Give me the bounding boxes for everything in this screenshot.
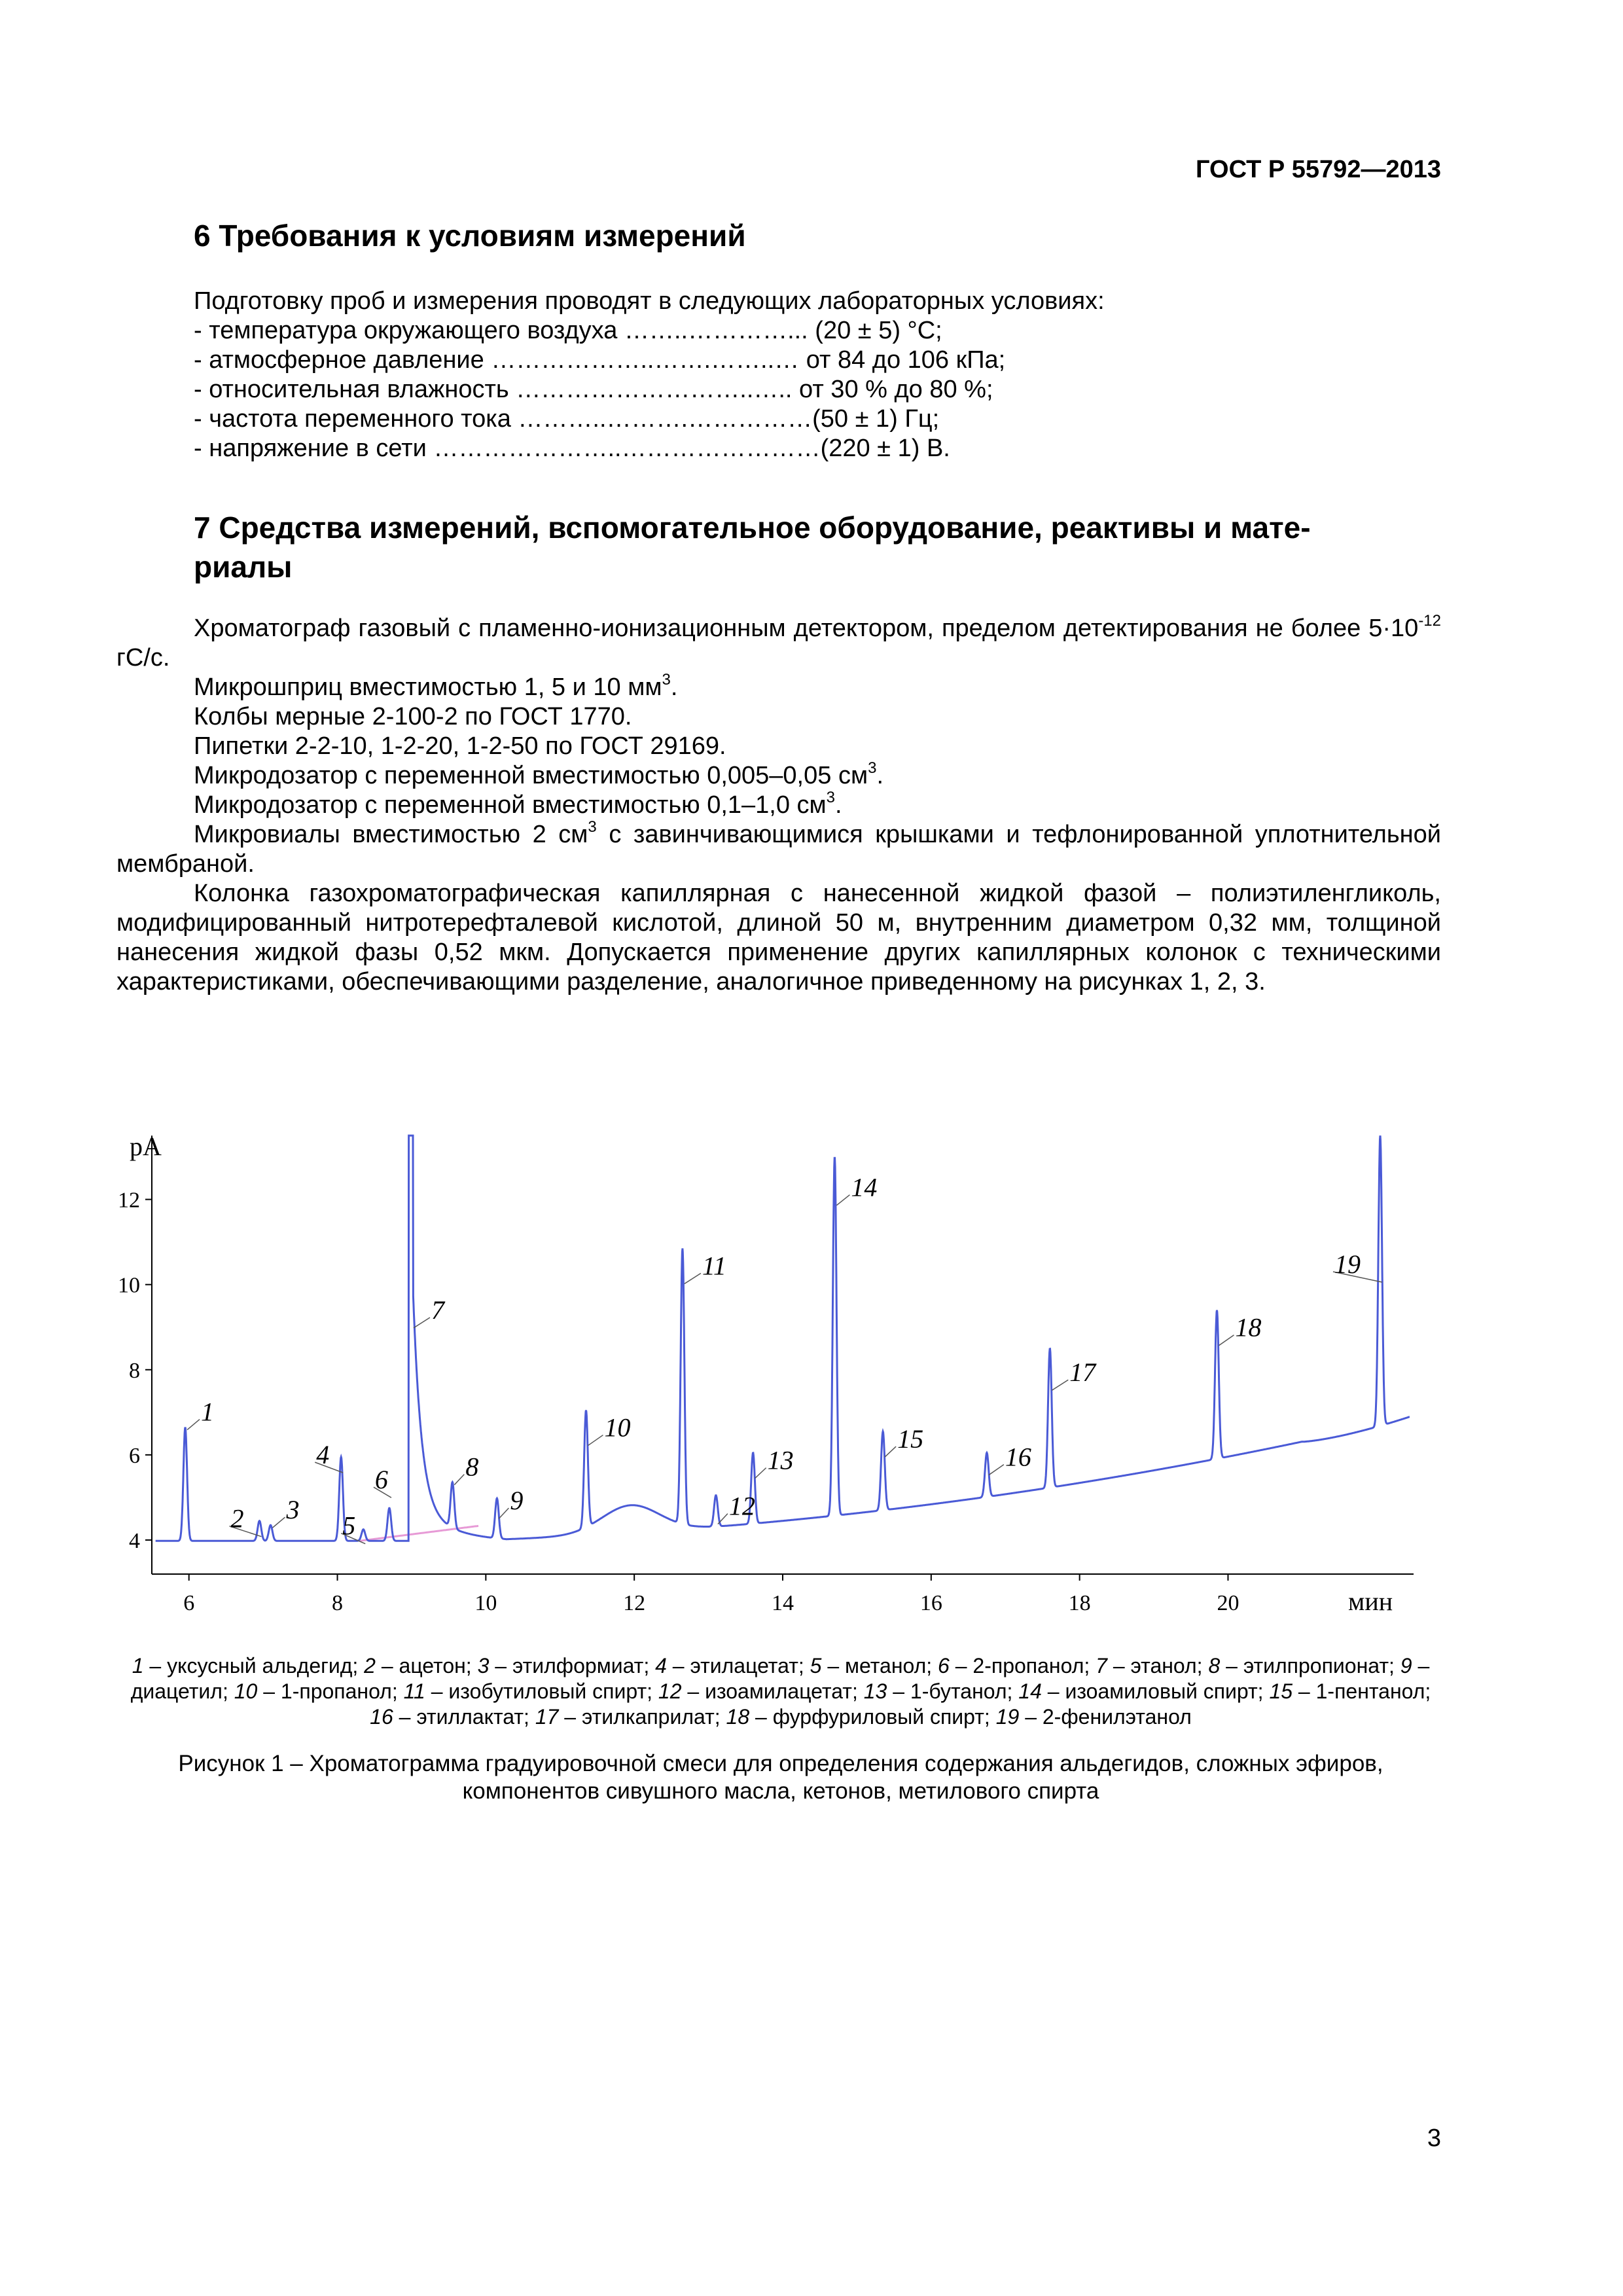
x-tick-label: 20 <box>1217 1591 1240 1615</box>
legend-number: 5 <box>810 1654 822 1677</box>
y-tick-label: 8 <box>129 1358 140 1383</box>
peak-leader-line <box>499 1508 508 1518</box>
x-tick-label: 10 <box>474 1591 497 1615</box>
legend-number: 1 <box>132 1654 144 1677</box>
peak-label: 19 <box>1334 1249 1361 1279</box>
peak-leader-line <box>272 1517 285 1528</box>
paragraph-chromatograph: Хроматограф газовый с пламенно-ионизационным детектором, пределом детектирования не более $5\cdot 10^{-12}$ гС/с. <box>116 612 1441 672</box>
peak-leader-line <box>454 1475 464 1485</box>
legend-number: 4 <box>655 1654 667 1677</box>
x-tick-label: 8 <box>332 1591 344 1615</box>
legend-number: 10 <box>234 1679 258 1703</box>
peak-label: 6 <box>374 1465 388 1495</box>
y-tick-label: 6 <box>129 1443 140 1468</box>
peak-label: 18 <box>1235 1312 1262 1342</box>
legend-number: 17 <box>535 1705 559 1729</box>
condition-voltage: - напряжение в сети …………………..……………………(220 ± 1) В. <box>194 435 950 462</box>
legend-number: 18 <box>726 1705 750 1729</box>
legend-number: 14 <box>1018 1679 1042 1703</box>
baseline-segment <box>360 1526 478 1541</box>
legend-item: 18 – фурфуриловый спирт; <box>726 1705 996 1729</box>
paragraph-microdoser-2: Микродозатор с переменной вместимостью 0,1–1,0 $см^3$. <box>194 789 842 819</box>
peak-leader-line <box>885 1446 896 1457</box>
peak-label: 7 <box>431 1295 444 1325</box>
peak-leader-line <box>685 1273 701 1283</box>
paragraph-flasks: Колбы мерные 2-100-2 по ГОСТ 1770. <box>194 703 632 730</box>
peak-label: 10 <box>604 1412 631 1443</box>
y-tick-label: 12 <box>118 1188 140 1213</box>
legend-item: 1 – уксусный альдегид; <box>132 1654 365 1677</box>
standard-header: ГОСТ Р 55792—2013 <box>1196 156 1441 183</box>
condition-humidity: - относительная влажность ………………………..….. от 30 % до 80 %; <box>194 376 993 403</box>
peak-leader-line <box>1052 1380 1068 1390</box>
x-axis-label: мин <box>1348 1587 1393 1616</box>
paragraph-microvials: Микровиалы вместимостью 2 $см^3$ с завинчивающимися крышками и тефлонированной уплотнительной мембраной. <box>116 818 1442 878</box>
legend-item: 12 – изоамилацетат; <box>658 1679 864 1703</box>
figure-legend <box>116 1653 1445 1730</box>
peak-label: 17 <box>1069 1357 1096 1388</box>
section-6-intro: Подготовку проб и измерения проводят в следующих лабораторных условиях: <box>194 287 1105 315</box>
y-axis-label: pA <box>130 1132 162 1161</box>
legend-item: 3 – этилформиат; <box>477 1654 656 1677</box>
peak-label: 1 <box>201 1397 215 1427</box>
legend-item: 9 – диацетил; <box>130 1654 1430 1703</box>
paragraph-microdoser-1: Микродозатор с переменной вместимостью 0,005–0,05 $см^3$. <box>194 759 883 789</box>
peak-label: 15 <box>897 1424 924 1454</box>
legend-number: 11 <box>403 1679 425 1703</box>
legend-item: 17 – этилкаприлат; <box>535 1705 726 1729</box>
peak-leader-line <box>989 1465 1004 1475</box>
legend-item: 7 – этанол; <box>1096 1654 1209 1677</box>
page-number: 3 <box>1427 2125 1441 2152</box>
peak-label: 4 <box>316 1440 330 1470</box>
legend-number: 2 <box>364 1654 376 1677</box>
x-tick-label: 12 <box>623 1591 646 1615</box>
peak-leader-line <box>588 1435 603 1446</box>
peak-leader-line <box>414 1318 430 1328</box>
section-7-title-line2: риалы <box>194 550 293 584</box>
paragraph-microsyringe: Микрошприц вместимостью 1, 5 и 10 $мм^3$. <box>194 671 678 701</box>
legend-item: 13 – 1-бутанол; <box>863 1679 1019 1703</box>
x-tick-label: 18 <box>1068 1591 1091 1615</box>
paragraph-column: Колонка газохроматографическая капиллярная с нанесенной жидкой фазой – полиэтиленгликоль, модифицированный нитротерефталевой кислотой, длиной 50 м, внутренним диаметром 0,32 мм, толщиной нанесения жидкой фазы 0,52 мкм. Допускается применение других капиллярных колонок с техническими характеристиками, обеспечивающими разделение, аналогичное приведенному на рисунках 1, 2, 3. <box>116 880 1441 996</box>
legend-number: 19 <box>995 1705 1020 1729</box>
peak-label: 2 <box>230 1503 244 1534</box>
condition-frequency: - частота переменного тока ………..……….……………(50 ± 1) Гц; <box>194 405 940 433</box>
legend-number: 15 <box>1269 1679 1293 1703</box>
legend-item: 8 – этилпропионат; <box>1208 1654 1400 1677</box>
x-tick-label: 14 <box>772 1591 794 1615</box>
peak-leader-line <box>755 1468 766 1479</box>
figure-caption-line1: Рисунок 1 – Хроматограмма градуировочной смеси для определения содержания альдегидов, сложных эфиров, <box>178 1751 1383 1776</box>
legend-number: 16 <box>370 1705 393 1729</box>
peak-label: 12 <box>728 1491 755 1521</box>
legend-item: 15 – 1-пентанол; <box>1269 1679 1431 1703</box>
peak-label: 14 <box>851 1172 878 1202</box>
peak-label: 5 <box>342 1511 356 1541</box>
peak-label: 13 <box>767 1445 794 1475</box>
legend-number: 8 <box>1208 1654 1221 1677</box>
peak-leader-line <box>187 1420 200 1430</box>
legend-number: 6 <box>938 1654 950 1677</box>
legend-item: 4 – этилацетат; <box>655 1654 810 1677</box>
y-tick-label: 4 <box>129 1528 140 1553</box>
legend-item: 2 – ацетон; <box>364 1654 478 1677</box>
peak-label: 3 <box>286 1495 300 1525</box>
legend-number: 9 <box>1400 1654 1412 1677</box>
legend-number: 13 <box>863 1679 887 1703</box>
legend-number: 12 <box>658 1679 682 1703</box>
section-7-title-line1: 7 Средства измерений, вспомогательное оборудование, реактивы и мате- <box>194 511 1311 545</box>
legend-item: 16 – этиллактат; <box>370 1705 535 1729</box>
legend-item: 5 – метанол; <box>810 1654 938 1677</box>
x-tick-label: 6 <box>183 1591 195 1615</box>
legend-item: 14 – изоамиловый спирт; <box>1018 1679 1270 1703</box>
legend-item: 6 – 2-пропанол; <box>938 1654 1096 1677</box>
figure-caption-line2: компонентов сивушного масла, кетонов, метилового спирта <box>462 1778 1099 1804</box>
peak-leader-line <box>836 1195 849 1206</box>
peak-label: 8 <box>465 1452 479 1482</box>
figure-caption <box>116 1750 1445 1805</box>
peak-label: 9 <box>510 1486 524 1516</box>
condition-pressure: - атмосферное давление ………………..…….……..… от 84 до 106 кПа; <box>194 346 1006 374</box>
x-tick-label: 16 <box>919 1591 942 1615</box>
section-6-title: 6 Требования к условиям измерений <box>194 219 746 253</box>
legend-item: 19 – 2-фенилэтанол <box>995 1705 1192 1729</box>
legend-item: 11 – изобутиловый спирт; <box>403 1679 658 1703</box>
chromatogram-trace <box>156 1136 1410 1541</box>
legend-number: 3 <box>477 1654 490 1677</box>
condition-temperature: - температура окружающего воздуха ……..…………... (20 ± 5) °С; <box>194 317 942 344</box>
y-tick-label: 10 <box>118 1273 140 1298</box>
legend-number: 7 <box>1096 1654 1107 1677</box>
peak-leader-line <box>1219 1335 1234 1346</box>
paragraph-pipettes: Пипетки 2-2-10, 1-2-20, 1-2-50 по ГОСТ 29169. <box>194 732 726 760</box>
peak-label: 11 <box>702 1251 726 1281</box>
legend-item: 10 – 1-пропанол; <box>234 1679 404 1703</box>
peak-label: 16 <box>1005 1442 1031 1472</box>
